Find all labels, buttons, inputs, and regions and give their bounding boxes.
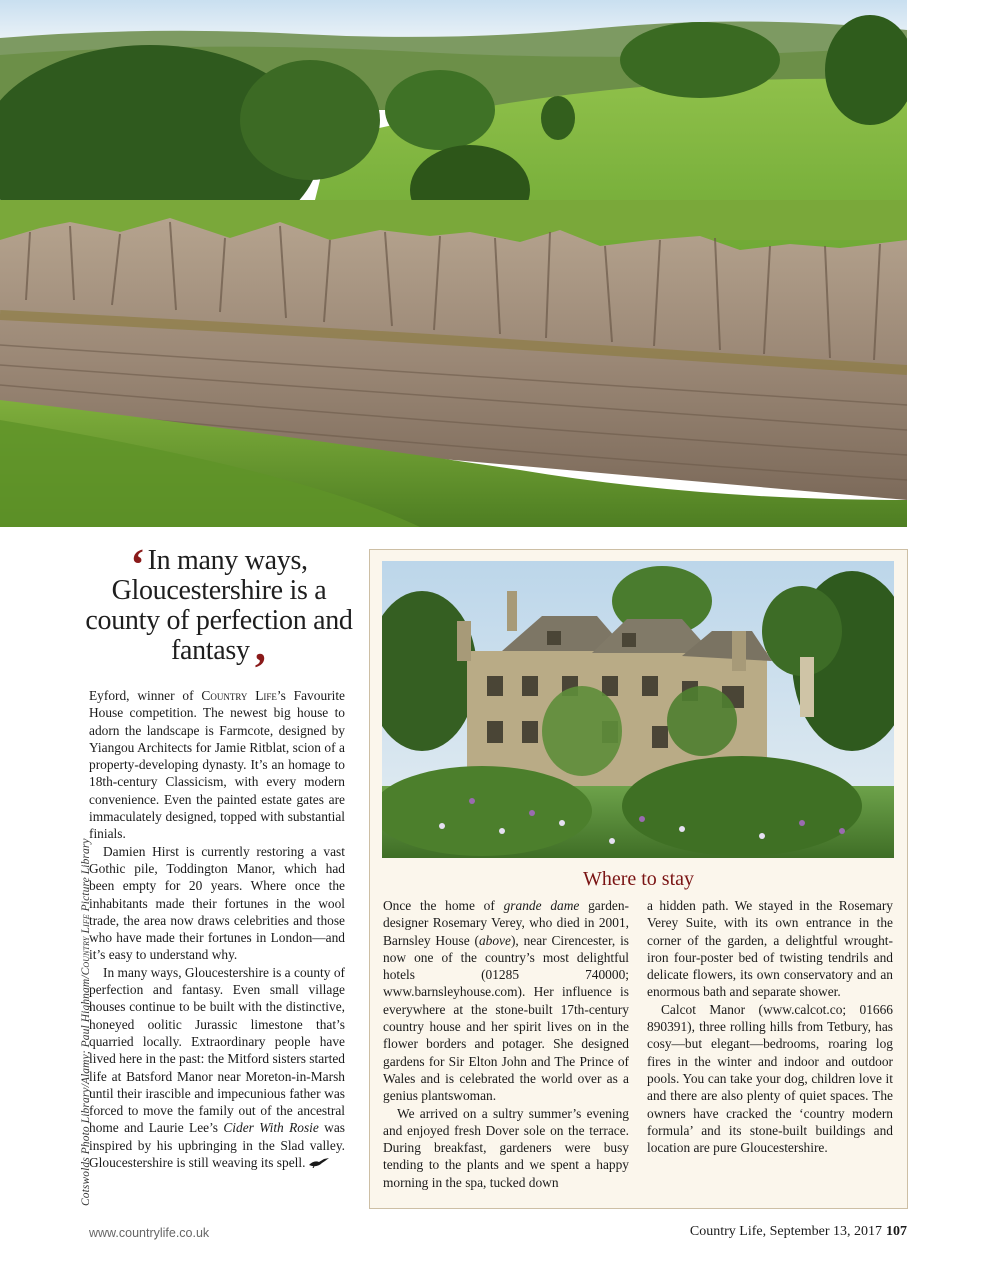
- article-column: [89, 687, 345, 1171]
- footer-url[interactable]: www.countrylife.co.uk: [89, 1226, 210, 1240]
- close-quote-mark: ’: [252, 644, 268, 693]
- article-paragraph: In many ways, Gloucestershire is a county of perfection and fantasy. Even small village houses continue to be built with the distinctive, honeyed oolitic Jurassic limestone that’s quarried locally. Extraordinary people have lived here in the past: the Mitford sisters started life at Batsford Manor near Moreton-in-Marsh until their irascible and impecunious father was forced to move the family out of the ancestral home and Laurie Lee’s Cider With Rosie was inspired by his upbringing in the Slad valley. Gloucestershire is still weaving its spell.: [89, 964, 345, 1171]
- landscape-photo-illustration: [0, 0, 907, 527]
- sidebar-paragraph: Calcot Manor (www.calcot.co; 01666 890391), three rolling hills from Tetbury, has cosy—but elegant—bedrooms, roaring log fires in the winter and indoor and outdoor pools. You can take your dog, children love it and there are also plenty of quiet spaces. The owners have cracked the ‘country modern formula’ and its stone-built buildings and location are pure Gloucestershire.: [647, 1001, 893, 1156]
- article-paragraph: Eyford, winner of Country Life’s Favourite House competition. The newest big house to adorn the landscape is Farmcote, designed by Yiangou Architects for Jamie Ritblat, scion of a property-developing dynasty. It’s an homage to 18th-century Classicism, with every modern convenience. Even the painted estate gates are immaculately designed, topped with substantial finials.: [89, 688, 345, 842]
- sidebar-paragraph: We arrived on a sultry summer’s evening and enjoyed fresh Dover sole on the terrace. During breakfast, gardeners were busy tending to the plants and we spent a happy morning in the spa, tucked down: [383, 1105, 629, 1190]
- barnsley-house-photo: [382, 561, 894, 858]
- footer-folio: [690, 1224, 907, 1240]
- open-quote-mark: ‘: [130, 540, 145, 589]
- book-title: Cider With Rosie: [223, 1120, 319, 1136]
- manor-house-illustration: [382, 561, 894, 858]
- hero-photo: [0, 0, 907, 527]
- where-to-stay-box: [369, 549, 908, 1209]
- sidebar-column-left: [383, 897, 629, 1191]
- brand-name: Country Life: [201, 688, 277, 703]
- sidebar-column-right: [647, 897, 893, 1156]
- sidebar-paragraph: Once the home of grande dame garden-designer Rosemary Verey, who died in 2001, Barnsley House (above), near Cirencester, is now one of the country’s most delightful hotels (01285 740000; www.barnsleyhouse.com). Her influence is everywhere at the stone-built 17th-century country house and her spirit lives on in the flower borders and potager. She designed gardens for Sir Elton John and The Prince of Wales and is celebrated the world over as a genius plantswoman.: [383, 898, 629, 1104]
- pull-quote: [84, 540, 354, 693]
- sidebar-paragraph: a hidden path. We stayed in the Rosemary Verey Suite, with its own entrance in the corner of the garden, a delightful wrought-iron four-poster bed of twisting tendrils and delicate flowers, its own conservatory and an enormous bath and separate shower.: [647, 898, 893, 1000]
- article-paragraph: Damien Hirst is currently restoring a vast Gothic pile, Toddington Manor, which had been empty for 20 years. Where once the inhabitants made their fortunes in the wool trade, the area now draws celebrities and those who have made their fortunes in London—and it’s easy to understand why.: [89, 843, 345, 963]
- credit-brand: Country Life: [80, 914, 92, 976]
- page-number: 107: [886, 1224, 907, 1239]
- pull-quote-text: In many ways, Gloucestershire is a county of perfection and fantasy: [85, 545, 353, 666]
- sidebar-title: Where to stay: [582, 868, 695, 890]
- pheasant-end-icon: [308, 1156, 330, 1168]
- magazine-date: Country Life, September 13, 2017: [689, 1224, 882, 1239]
- photo-credit: Cotswolds Photo Library/Alamy; Paul Highnam/Country Life Picture Library: [80, 838, 92, 1206]
